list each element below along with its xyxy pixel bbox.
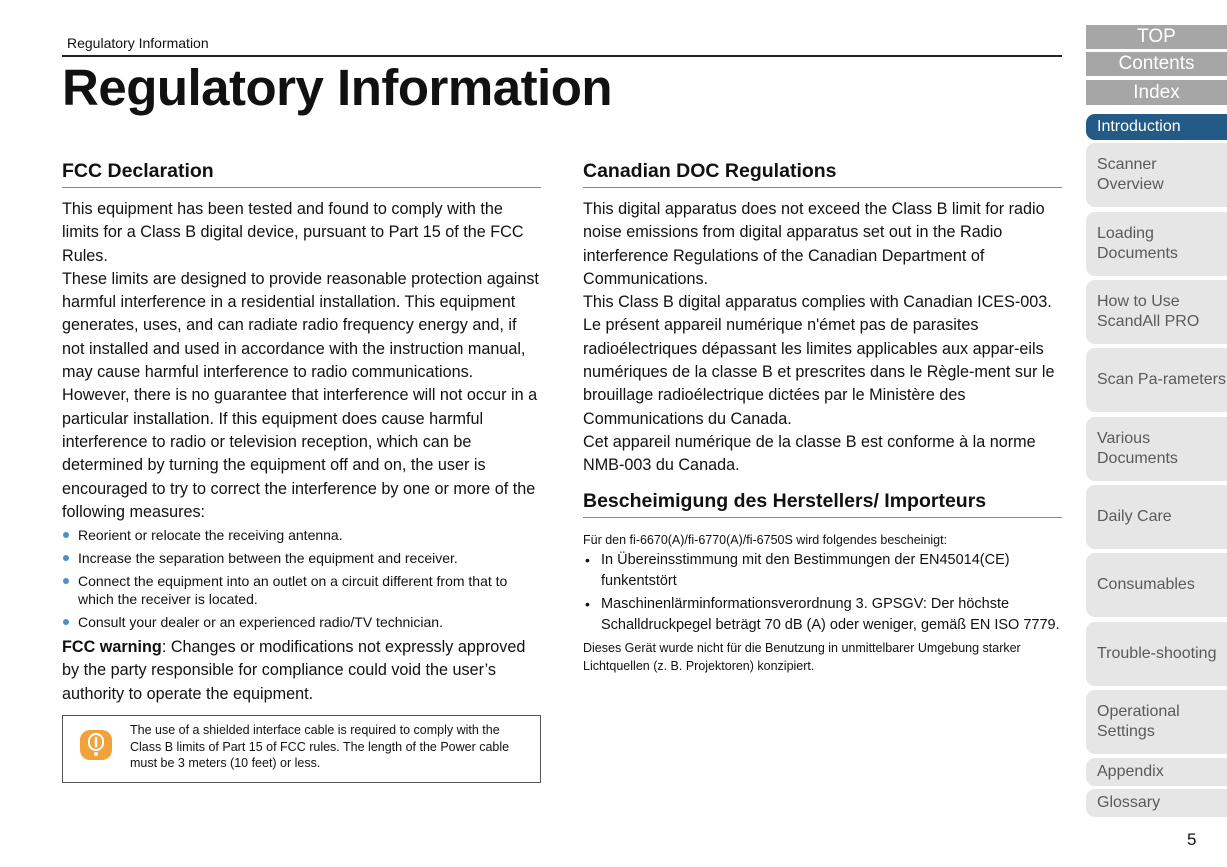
contents-link[interactable] xyxy=(1086,52,1227,76)
nav-label: Appendix xyxy=(1097,762,1164,780)
nav-label: Operational Settings xyxy=(1097,702,1180,740)
right-column xyxy=(583,160,1062,675)
running-head: Regulatory Information xyxy=(67,35,209,51)
bullet-icon: • xyxy=(585,595,590,612)
list-item-text: Increase the separation between the equipment and receiver. xyxy=(78,550,458,567)
nav-scandall-pro[interactable] xyxy=(1086,280,1227,344)
canada-paragraph: This Class B digital apparatus complies with Canadian ICES-003. xyxy=(583,293,1052,312)
canada-paragraph: This digital apparatus does not exceed the Class B limit for radio noise emissions from digital apparatus set out in the Radio interference Regulations of the Canadian Department of Communications. xyxy=(583,200,1045,288)
nav-scanner-overview[interactable] xyxy=(1086,143,1227,207)
canada-heading: Canadian DOC Regulations xyxy=(583,160,1062,188)
fcc-paragraph: These limits are designed to provide reasonable protection against harmful interference in a residential installation. This equipment generates, uses, and can radiate radio frequency energy and, if not installed and used in accordance with the instruction manual, may cause harmful interference to radio communications. xyxy=(62,269,539,382)
bullet-icon xyxy=(63,619,69,625)
fcc-warning xyxy=(62,636,541,706)
germany-heading: Bescheimigung des Herstellers/ Importeurs xyxy=(583,490,1062,518)
nav-daily-care[interactable] xyxy=(1086,485,1227,549)
index-link[interactable] xyxy=(1086,80,1227,105)
nav-label: How to Use ScandAll PRO xyxy=(1097,292,1200,330)
list-item-text: Reorient or relocate the receiving antenna. xyxy=(78,527,343,544)
nav-label: Scanner Overview xyxy=(1097,155,1164,193)
nav-scan-parameters[interactable] xyxy=(1086,348,1227,412)
nav-label: Loading Documents xyxy=(1097,224,1178,262)
fcc-heading: FCC Declaration xyxy=(62,160,541,188)
measures-list xyxy=(62,526,541,631)
nav-label: Scan Pa-rameters xyxy=(1097,370,1226,388)
nav-glossary[interactable] xyxy=(1086,789,1227,817)
germany-list xyxy=(583,550,1062,637)
bullet-icon xyxy=(63,578,69,584)
list-item-text: Connect the equipment into an outlet on a circuit different from that to which the receiver is located. xyxy=(78,573,508,608)
list-item xyxy=(583,550,1062,593)
fcc-paragraph: However, there is no guarantee that interference will not occur in a particular installation. If this equipment does cause harmful interference to radio or television reception, which can be determined by turning the equipment off and on, the user is encouraged to try to correct the interference by one or more of the following measures: xyxy=(62,386,538,521)
nav-label: Consumables xyxy=(1097,575,1195,593)
index-link-label: Index xyxy=(1133,82,1180,103)
canada-paragraph: Le présent appareil numérique n'émet pas de parasites radioélectriques dépassant les limites applicables aux appar-eils numériques de la classe B et prescrites dans le Règle-ment sur le brouillage radioélectrique dictées par le Ministère des Communications du Canada. xyxy=(583,316,1055,428)
left-column xyxy=(62,160,541,783)
list-item xyxy=(62,549,541,567)
list-item-text: In Übereinsstimmung mit den Bestimmungen der EN45014(CE) funkentstört xyxy=(601,551,1010,590)
list-item-text: Consult your dealer or an experienced radio/TV technician. xyxy=(78,614,443,631)
bullet-icon: • xyxy=(585,551,590,568)
page-number: 5 xyxy=(1187,830,1197,849)
nav-label: Various Documents xyxy=(1097,429,1178,467)
top-link[interactable] xyxy=(1086,25,1227,49)
fcc-warning-text: : Changes or modifications not expressly approved by the party responsible for compliance could void the user’s authority to operate the equipment. xyxy=(62,638,526,703)
canada-paragraph: Cet appareil numérique de la classe B est conforme à la norme NMB-003 du Canada. xyxy=(583,432,1036,475)
nav-introduction[interactable] xyxy=(1086,114,1227,140)
nav-label: Daily Care xyxy=(1097,507,1172,525)
bullet-icon xyxy=(63,555,69,561)
list-item xyxy=(583,594,1062,637)
top-link-label: TOP xyxy=(1137,26,1176,47)
page-title: Regulatory Information xyxy=(62,59,613,116)
list-item xyxy=(62,613,541,631)
nav-label: Glossary xyxy=(1097,793,1161,811)
list-item xyxy=(62,526,541,544)
germany-outro: Dieses Gerät wurde nicht für die Benutzung in unmittelbarer Umgebung starker Lichtquellen (z. B. Projektoren) konzipiert. xyxy=(583,640,1021,673)
contents-link-label: Contents xyxy=(1118,53,1195,74)
nav-appendix[interactable] xyxy=(1086,758,1227,786)
caution-icon xyxy=(79,729,113,761)
nav-consumables[interactable] xyxy=(1086,553,1227,617)
list-item xyxy=(62,572,541,608)
header-rule xyxy=(62,55,1062,57)
nav-various-documents[interactable] xyxy=(1086,417,1227,481)
nav-label: Introduction xyxy=(1097,117,1181,135)
list-item-text: Maschinenlärminformationsverordnung 3. GPSGV: Der höchste Schalldruckpegel beträgt 70 dB (A) oder weniger, gemäß EN ISO 7779. xyxy=(601,595,1060,634)
bullet-icon xyxy=(63,532,69,538)
caution-note-text: The use of a shielded interface cable is required to comply with the Class B limits of Part 15 of FCC rules. The length of the Power cable must be 3 meters (10 feet) or less. xyxy=(130,723,510,771)
fcc-warning-label: FCC warning xyxy=(62,638,162,657)
nav-label: Trouble-shooting xyxy=(1097,644,1217,662)
caution-note xyxy=(62,715,541,783)
germany-intro: Für den fi-6670(A)/fi-6770(A)/fi-6750S wird folgendes bescheinigt: xyxy=(583,532,948,547)
nav-operational-settings[interactable] xyxy=(1086,690,1227,754)
nav-loading-documents[interactable] xyxy=(1086,212,1227,276)
fcc-paragraph: This equipment has been tested and found to comply with the limits for a Class B digital device, pursuant to Part 15 of the FCC Rules. xyxy=(62,200,524,265)
nav-troubleshooting[interactable] xyxy=(1086,622,1227,686)
